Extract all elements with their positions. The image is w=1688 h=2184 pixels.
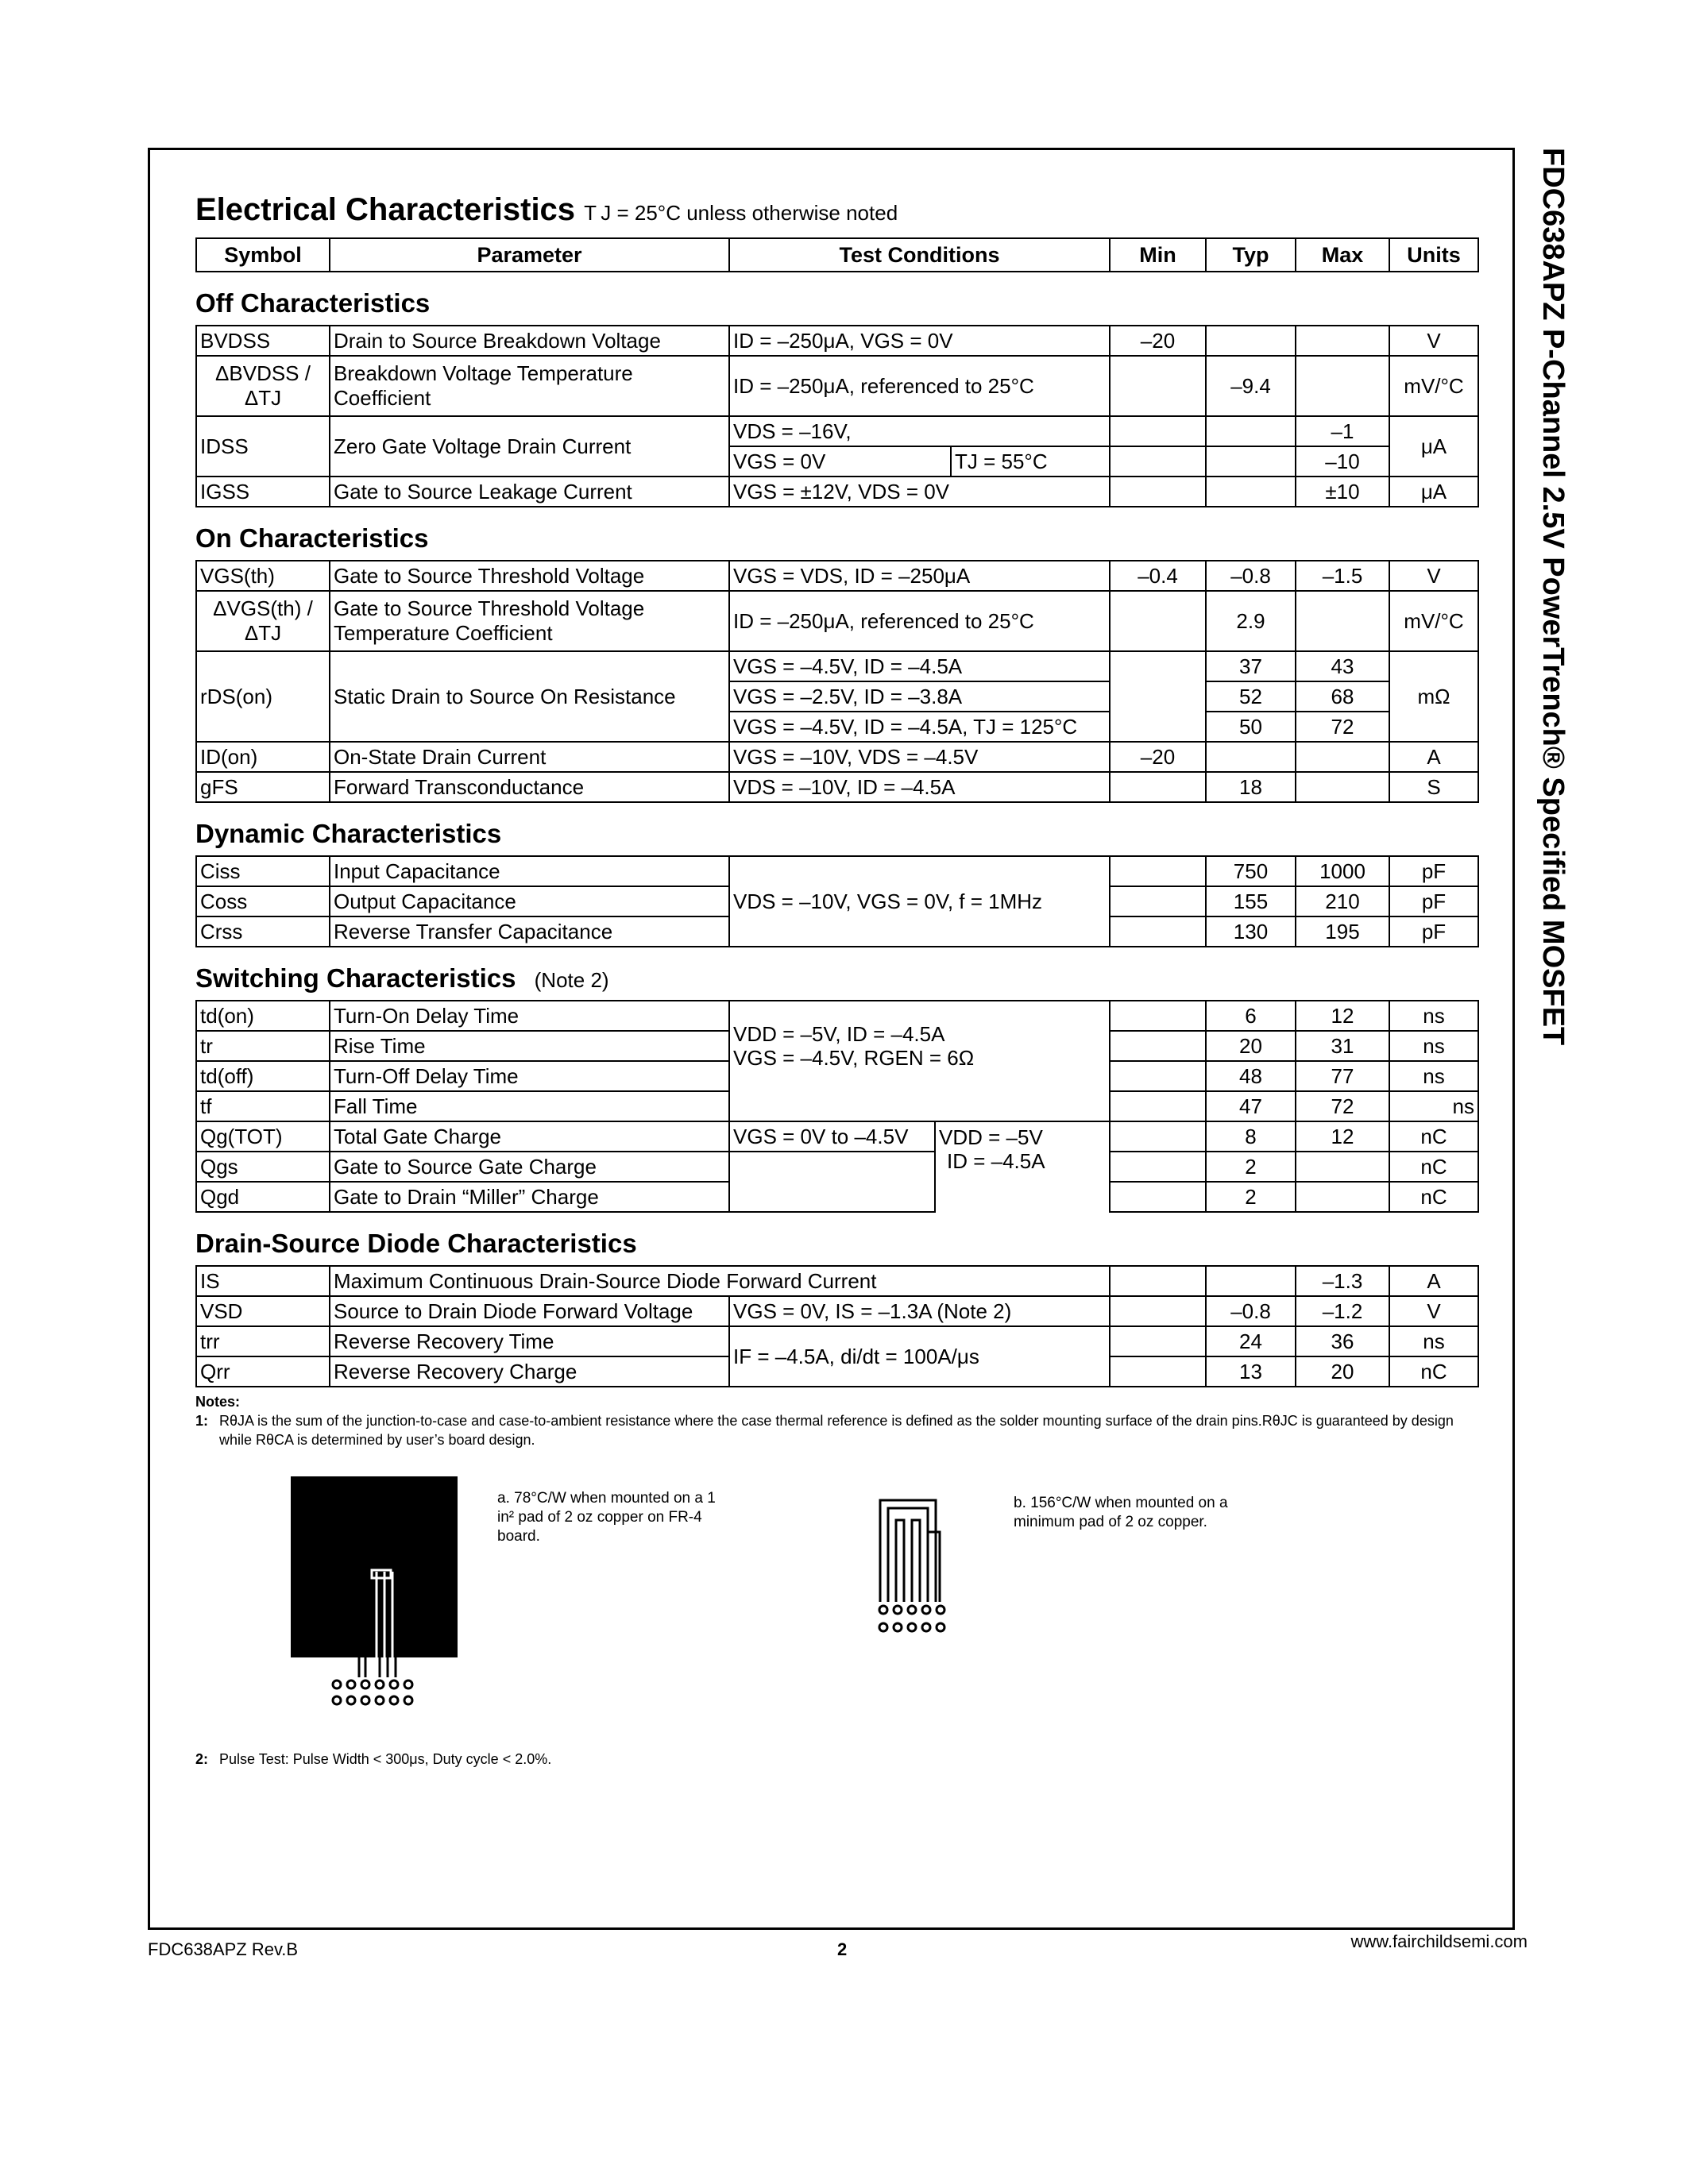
table-row: [196, 1296, 1478, 1326]
units: V: [1389, 1296, 1478, 1326]
units: mV/°C: [1389, 356, 1478, 416]
on-table: [195, 560, 1479, 803]
table-row: [196, 477, 1478, 507]
units: nC: [1389, 1121, 1478, 1152]
copper-pad: [291, 1476, 458, 1657]
max: 1000: [1296, 856, 1389, 886]
max: 72: [1296, 712, 1389, 742]
units: V: [1389, 326, 1478, 356]
min: [1110, 1001, 1206, 1031]
col-max: Max: [1296, 238, 1389, 272]
table-row: [196, 1266, 1478, 1296]
section-switching-title: Switching Characteristics: [195, 963, 516, 993]
parameter: Reverse Recovery Time: [330, 1326, 729, 1356]
min: [1110, 1121, 1206, 1152]
test-conditions: [729, 1152, 935, 1212]
note-2-text: Pulse Test: Pulse Width < 300μs, Duty cycle < 2.0%.: [219, 1751, 552, 1767]
note-1-text: RθJA is the sum of the junction-to-case and case-to-ambient resistance where the case thermal reference is defined as the solder mounting surface of the drain pins.RθJC is guaranteed by design while RθCA is determined by user’s board design.: [219, 1413, 1454, 1448]
max: –1.3: [1296, 1266, 1389, 1296]
parameter: Gate to Source Threshold Voltage Temperature Coefficient: [330, 591, 729, 651]
max: [1296, 1152, 1389, 1182]
switching-test-a: VDD = –5V, ID = –4.5A: [733, 1022, 945, 1046]
note-2-number: 2:: [195, 1751, 209, 1767]
figure-a-caption: a. 78°C/W when mounted on a 1 in² pad of 2 oz copper on FR-4 board.: [497, 1490, 716, 1545]
test-conditions: VDS = –10V, ID = –4.5A: [729, 772, 1110, 802]
symbol: Ciss: [196, 856, 330, 886]
symbol: Crss: [196, 916, 330, 947]
parameter: Maximum Continuous Drain-Source Diode Forward Current: [330, 1266, 1110, 1296]
parameter: Turn-Off Delay Time: [330, 1061, 729, 1091]
symbol: tr: [196, 1031, 330, 1061]
min: [1110, 1356, 1206, 1387]
typ: 47: [1206, 1091, 1296, 1121]
col-parameter: Parameter: [330, 238, 729, 272]
table-row: [196, 591, 1478, 651]
min: [1110, 416, 1206, 446]
side-title: [1529, 148, 1577, 1133]
parameter: Rise Time: [330, 1031, 729, 1061]
typ: 13: [1206, 1356, 1296, 1387]
diode-table: [195, 1265, 1479, 1387]
typ: 2: [1206, 1152, 1296, 1182]
min: –20: [1110, 326, 1206, 356]
dynamic-table: [195, 855, 1479, 947]
min: [1110, 886, 1206, 916]
min: [1110, 1266, 1206, 1296]
typ: 37: [1206, 651, 1296, 681]
units: ns: [1389, 1091, 1478, 1121]
test-conditions: VGS = 0V to –4.5V: [729, 1121, 935, 1152]
test-conditions: VDS = –10V, VGS = 0V, f = 1MHz: [729, 856, 1110, 947]
heading-title: Electrical Characteristics: [195, 192, 576, 227]
table-row: [196, 1001, 1478, 1031]
symbol: Qg(TOT): [196, 1121, 330, 1152]
typ: [1206, 1266, 1296, 1296]
col-test: Test Conditions: [729, 238, 1110, 272]
min: –20: [1110, 742, 1206, 772]
min: [1110, 916, 1206, 947]
parameter: Breakdown Voltage Temperature Coefficient: [330, 356, 729, 416]
typ: [1206, 446, 1296, 477]
page-heading: [195, 192, 1477, 228]
test-conditions: VGS = –2.5V, ID = –3.8A: [729, 681, 1110, 712]
parameter: Input Capacitance: [330, 856, 729, 886]
min: [1110, 772, 1206, 802]
max: 31: [1296, 1031, 1389, 1061]
test-conditions: VGS = 0V: [729, 446, 951, 477]
note-1-number: 1:: [195, 1413, 209, 1429]
col-units: Units: [1389, 238, 1478, 272]
table-row: [196, 416, 1478, 446]
min: [1110, 1031, 1206, 1061]
typ: –0.8: [1206, 1296, 1296, 1326]
symbol: Qgs: [196, 1152, 330, 1182]
typ: 18: [1206, 772, 1296, 802]
typ: [1206, 477, 1296, 507]
typ: 155: [1206, 886, 1296, 916]
typ: 750: [1206, 856, 1296, 886]
max: –1: [1296, 416, 1389, 446]
column-header-table: [195, 237, 1479, 272]
switching-test-b: VGS = –4.5V, RGEN = 6Ω: [733, 1046, 975, 1070]
units: ns: [1389, 1001, 1478, 1031]
parameter: Reverse Recovery Charge: [330, 1356, 729, 1387]
heading-condition: T J = 25°C unless otherwise noted: [584, 201, 898, 225]
units: mV/°C: [1389, 591, 1478, 651]
parameter: Source to Drain Diode Forward Voltage: [330, 1296, 729, 1326]
symbol: gFS: [196, 772, 330, 802]
test-conditions: VGS = VDS, ID = –250μA: [729, 561, 1110, 591]
min: [1110, 1296, 1206, 1326]
table-row: [196, 1152, 1478, 1182]
max: 77: [1296, 1061, 1389, 1091]
side-title-text: FDC638APZ P-Channel 2.5V PowerTrench® Specified MOSFET: [1536, 148, 1570, 1046]
col-typ: Typ: [1206, 238, 1296, 272]
test-conditions-temp: TJ = 55°C: [951, 446, 1110, 477]
min: [1110, 446, 1206, 477]
max: 43: [1296, 651, 1389, 681]
units: nC: [1389, 1182, 1478, 1212]
symbol: VGS(th): [196, 561, 330, 591]
symbol: td(on): [196, 1001, 330, 1031]
test-conditions: ID = –250μA, referenced to 25°C: [729, 591, 1110, 651]
units: pF: [1389, 886, 1478, 916]
note-1: [195, 1411, 1477, 1449]
symbol: ΔBVDSS / ΔTJ: [196, 356, 330, 416]
symbol: trr: [196, 1326, 330, 1356]
symbol: Qgd: [196, 1182, 330, 1212]
min: –0.4: [1110, 561, 1206, 591]
typ: 20: [1206, 1031, 1296, 1061]
table-row: [196, 772, 1478, 802]
symbol: ΔVGS(th) / ΔTJ: [196, 591, 330, 651]
typ: [1206, 326, 1296, 356]
typ: 2: [1206, 1182, 1296, 1212]
test-conditions: VGS = 0V, IS = –1.3A (Note 2): [729, 1296, 1110, 1326]
notes: [195, 1392, 1477, 1449]
typ: 48: [1206, 1061, 1296, 1091]
test-conditions: VGS = –10V, VDS = –4.5V: [729, 742, 1110, 772]
max: 210: [1296, 886, 1389, 916]
symbol: Qrr: [196, 1356, 330, 1387]
test-conditions: VDS = –16V,: [729, 416, 1110, 446]
symbol: td(off): [196, 1061, 330, 1091]
units: ns: [1389, 1326, 1478, 1356]
parameter: Gate to Source Leakage Current: [330, 477, 729, 507]
units: S: [1389, 772, 1478, 802]
parameter: Gate to Drain “Miller” Charge: [330, 1182, 729, 1212]
min: [1110, 1091, 1206, 1121]
section-switching: [195, 963, 1477, 995]
units: ns: [1389, 1061, 1478, 1091]
max: –10: [1296, 446, 1389, 477]
footer-document-id: FDC638APZ Rev.B: [148, 1939, 299, 1959]
max: [1296, 326, 1389, 356]
max: [1296, 591, 1389, 651]
table-row: [196, 356, 1478, 416]
symbol: IDSS: [196, 416, 330, 477]
figures: [195, 1449, 1477, 1767]
parameter: Output Capacitance: [330, 886, 729, 916]
test-conditions: VGS = ±12V, VDS = 0V: [729, 477, 1110, 507]
test-conditions: [729, 1001, 1110, 1121]
parameter: Drain to Source Breakdown Voltage: [330, 326, 729, 356]
parameter: On-State Drain Current: [330, 742, 729, 772]
units: μA: [1389, 477, 1478, 507]
symbol: VSD: [196, 1296, 330, 1326]
figure-b-caption: b. 156°C/W when mounted on a minimum pad of 2 oz copper.: [1014, 1495, 1228, 1530]
section-dynamic: Dynamic Characteristics: [195, 819, 502, 848]
section-off: Off Characteristics: [195, 288, 431, 318]
units: ns: [1389, 1031, 1478, 1061]
col-symbol: Symbol: [196, 238, 330, 272]
units: V: [1389, 561, 1478, 591]
table-row: [196, 742, 1478, 772]
parameter: Fall Time: [330, 1091, 729, 1121]
table-row: [196, 561, 1478, 591]
max: 12: [1296, 1001, 1389, 1031]
units: A: [1389, 742, 1478, 772]
parameter: Gate to Source Threshold Voltage: [330, 561, 729, 591]
section-switching-note: (Note 2): [534, 968, 609, 992]
switching-test-d: VDD = –5V: [939, 1125, 1043, 1149]
max: ±10: [1296, 477, 1389, 507]
typ: [1206, 742, 1296, 772]
section-diode: Drain-Source Diode Characteristics: [195, 1229, 637, 1258]
min: [1110, 1152, 1206, 1182]
table-row: [196, 326, 1478, 356]
min: [1110, 1326, 1206, 1356]
typ: 24: [1206, 1326, 1296, 1356]
parameter: Turn-On Delay Time: [330, 1001, 729, 1031]
max: 72: [1296, 1091, 1389, 1121]
footer-website-link[interactable]: www.fairchildsemi.com: [1350, 1931, 1528, 1951]
symbol: ID(on): [196, 742, 330, 772]
typ: 2.9: [1206, 591, 1296, 651]
parameter: Reverse Transfer Capacitance: [330, 916, 729, 947]
typ: 8: [1206, 1121, 1296, 1152]
notes-label: Notes:: [195, 1394, 241, 1410]
typ: 130: [1206, 916, 1296, 947]
max: –1.2: [1296, 1296, 1389, 1326]
symbol: Coss: [196, 886, 330, 916]
max: [1296, 1182, 1389, 1212]
max: [1296, 772, 1389, 802]
test-conditions: ID = –250μA, referenced to 25°C: [729, 356, 1110, 416]
off-table: [195, 325, 1479, 507]
min: [1110, 477, 1206, 507]
section-on: On Characteristics: [195, 523, 429, 553]
parameter: Total Gate Charge: [330, 1121, 729, 1152]
test-conditions: VGS = –4.5V, ID = –4.5A: [729, 651, 1110, 681]
units: pF: [1389, 916, 1478, 947]
max: [1296, 356, 1389, 416]
typ: 50: [1206, 712, 1296, 742]
table-row: [196, 1121, 1478, 1152]
symbol: tf: [196, 1091, 330, 1121]
units: nC: [1389, 1152, 1478, 1182]
typ: 6: [1206, 1001, 1296, 1031]
switching-table: [195, 1000, 1479, 1213]
table-row: [196, 1326, 1478, 1356]
parameter: Forward Transconductance: [330, 772, 729, 802]
parameter: Gate to Source Gate Charge: [330, 1152, 729, 1182]
test-conditions: ID = –250μA, VGS = 0V: [729, 326, 1110, 356]
parameter: Zero Gate Voltage Drain Current: [330, 416, 729, 477]
switching-test-e: ID = –4.5A: [947, 1149, 1045, 1173]
test-conditions-supply: [935, 1121, 1110, 1212]
min: [1110, 856, 1206, 886]
units: mΩ: [1389, 651, 1478, 742]
min: [1110, 1061, 1206, 1091]
typ: –9.4: [1206, 356, 1296, 416]
footer-page-number: 2: [837, 1939, 848, 1959]
min: [1110, 651, 1206, 742]
units: pF: [1389, 856, 1478, 886]
test-conditions: IF = –4.5A, di/dt = 100A/μs: [729, 1326, 1110, 1387]
max: 68: [1296, 681, 1389, 712]
col-min: Min: [1110, 238, 1206, 272]
max: [1296, 742, 1389, 772]
content: [195, 184, 1477, 1767]
figure-b-pad-layout: [872, 1484, 968, 1643]
min: [1110, 1182, 1206, 1212]
units: A: [1389, 1266, 1478, 1296]
symbol: IGSS: [196, 477, 330, 507]
table-row: [196, 651, 1478, 681]
units: nC: [1389, 1356, 1478, 1387]
min: [1110, 356, 1206, 416]
max: 36: [1296, 1326, 1389, 1356]
table-row: [196, 856, 1478, 886]
max: 195: [1296, 916, 1389, 947]
symbol: BVDSS: [196, 326, 330, 356]
max: –1.5: [1296, 561, 1389, 591]
symbol: rDS(on): [196, 651, 330, 742]
max: 12: [1296, 1121, 1389, 1152]
typ: –0.8: [1206, 561, 1296, 591]
typ: 52: [1206, 681, 1296, 712]
units: μA: [1389, 416, 1478, 477]
column-header-row: [196, 238, 1478, 272]
symbol: IS: [196, 1266, 330, 1296]
max: 20: [1296, 1356, 1389, 1387]
note-2: [195, 1750, 551, 1769]
typ: [1206, 416, 1296, 446]
parameter: Static Drain to Source On Resistance: [330, 651, 729, 742]
min: [1110, 591, 1206, 651]
figure-a-pad-layout: [283, 1476, 458, 1707]
test-conditions: VGS = –4.5V, ID = –4.5A, TJ = 125°C: [729, 712, 1110, 742]
